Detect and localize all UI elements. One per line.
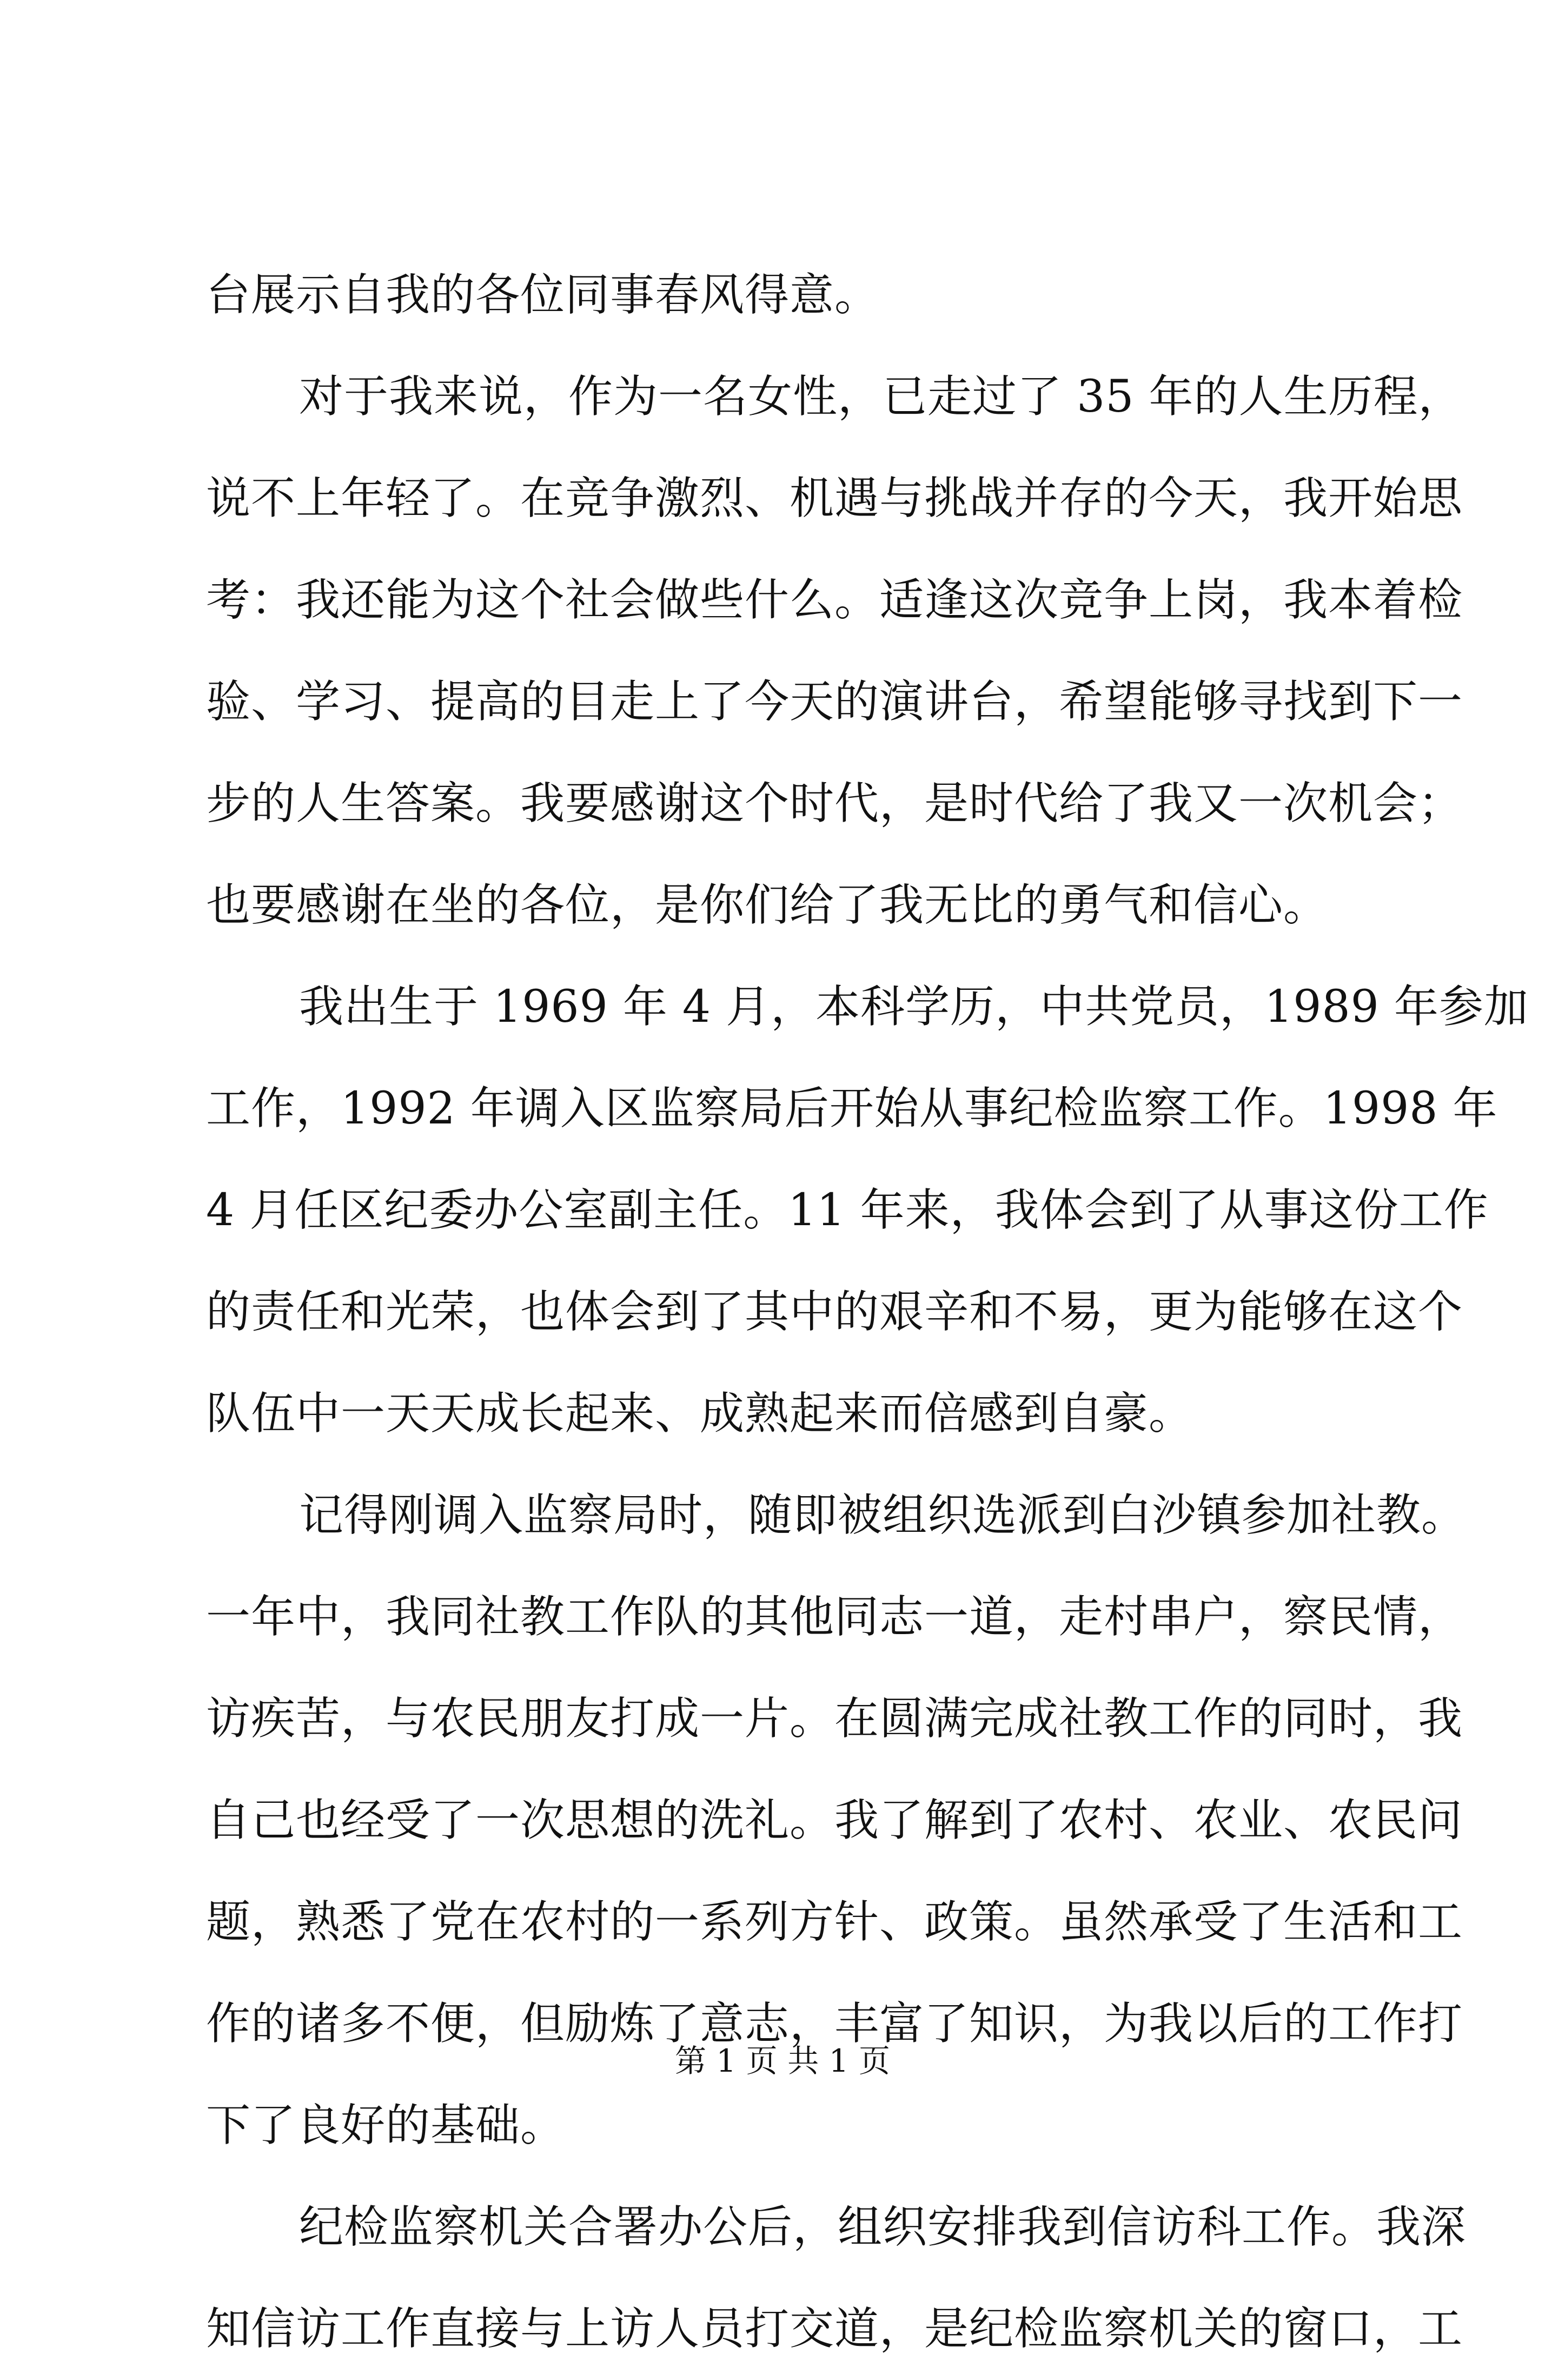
text-line: 工作，1992 年调入区监察局后开始从事纪检监察工作。1998 年	[206, 1083, 1498, 1134]
text-line: 我出生于 1969 年 4 月，本科学历，中共党员，1989 年参加	[299, 981, 1529, 1033]
text-line: 记得刚调入监察局时，随即被组织选派到白沙镇参加社教。	[299, 1490, 1467, 1541]
text-line: 说不上年轻了。在竞争激烈、机遇与挑战并存的今天，我开始思	[206, 473, 1463, 524]
text-line: 作的诸多不便，但励炼了意志，丰富了知识，为我以后的工作打	[206, 1998, 1463, 2050]
text-line: 台展示自我的各位同事春风得意。	[206, 269, 880, 321]
text-line: 自己也经受了一次思想的洗礼。我了解到了农村、农业、农民问	[206, 1795, 1463, 1846]
text-line: 的责任和光荣，也体会到了其中的艰辛和不易，更为能够在这个	[206, 1286, 1463, 1338]
text-line: 队伍中一天天成长起来、成熟起来而倍感到自豪。	[206, 1388, 1194, 1439]
text-line: 下了良好的基础。	[206, 2100, 566, 2151]
text-line: 纪检监察机关合署办公后，组织安排我到信访科工作。我深	[299, 2202, 1467, 2253]
text-line: 步的人生答案。我要感谢这个时代，是时代给了我又一次机会；	[206, 778, 1463, 829]
text-line: 一年中，我同社教工作队的其他同志一道，走村串户，察民情，	[206, 1591, 1463, 1643]
text-line: 题，熟悉了党在农村的一系列方针、政策。虽然承受了生活和工	[206, 1896, 1463, 1948]
text-line: 知信访工作直接与上访人员打交道，是纪检监察机关的窗口，工	[206, 2303, 1463, 2355]
text-line: 考：我还能为这个社会做些什么。适逢这次竞争上岗，我本着检	[206, 574, 1463, 626]
text-line: 验、学习、提高的目走上了今天的演讲台，希望能够寻找到下一	[206, 676, 1463, 728]
text-line: 4 月任区纪委办公室副主任。11 年来，我体会到了从事这份工作	[206, 1185, 1489, 1236]
text-line: 访疾苦，与农民朋友打成一片。在圆满完成社教工作的同时，我	[206, 1693, 1463, 1744]
text-line: 对于我来说，作为一名女性，已走过了 35 年的人生历程，	[299, 371, 1463, 422]
text-line: 也要感谢在坐的各位，是你们给了我无比的勇气和信心。	[206, 880, 1329, 931]
page-number-footer: 第 1 页 共 1 页	[675, 2042, 890, 2079]
